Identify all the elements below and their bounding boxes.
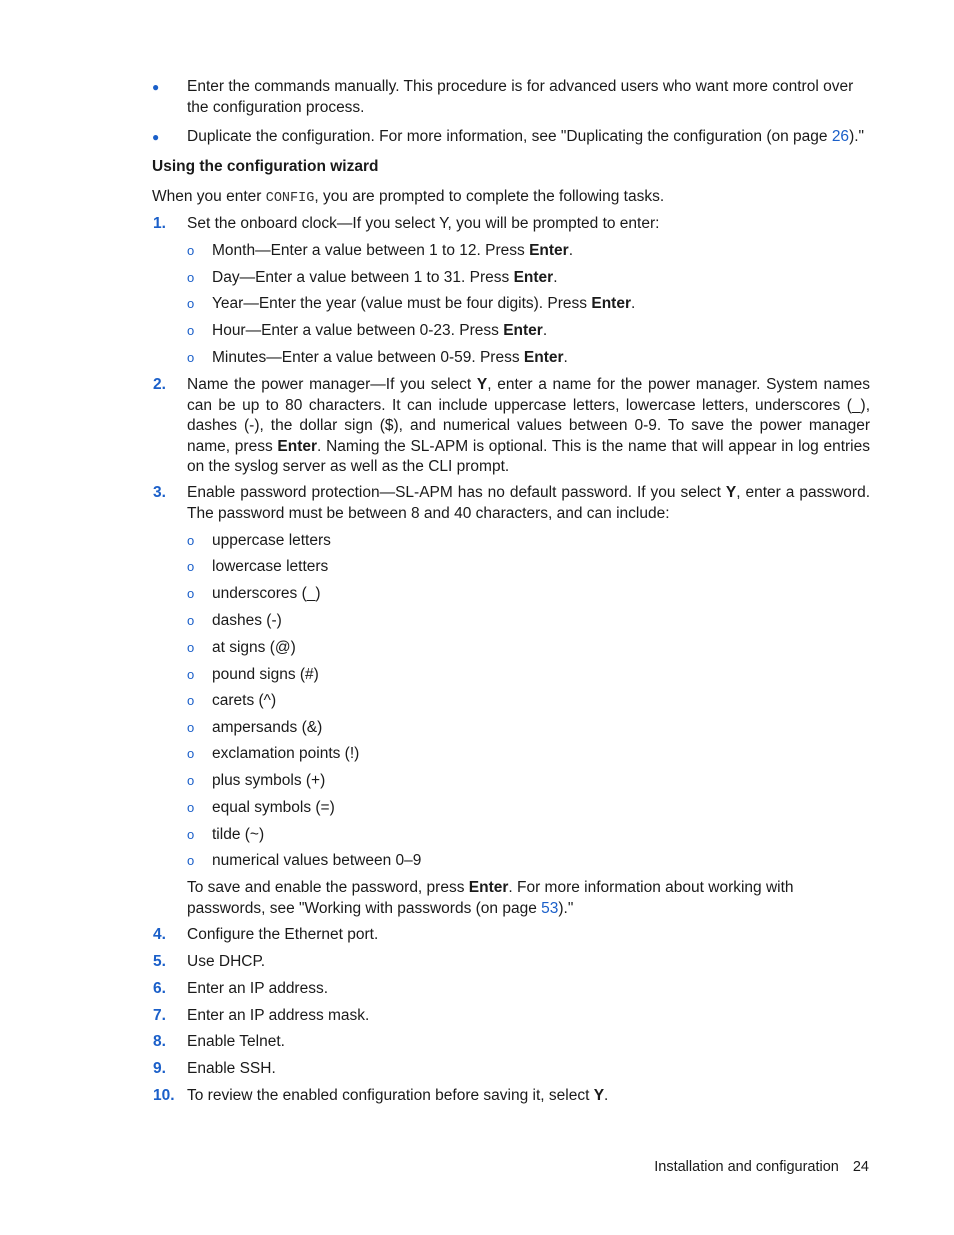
sub-marker: o [187, 720, 195, 735]
password-note: To save and enable the password, press Enter. For more information about working with passwords, see "Working with passwords (on page 53)." [187, 879, 794, 917]
step-8-text: Enable Telnet. [187, 1033, 285, 1050]
clock-item: Month—Enter a value between 1 to 12. Press Enter. [212, 242, 574, 259]
bullet-marker: ● [152, 80, 160, 94]
page-footer [654, 1157, 869, 1177]
page-link-26[interactable]: 26 [831, 128, 850, 145]
password-char-item: exclamation points (!) [212, 745, 360, 762]
section-heading: Using the configuration wizard [152, 158, 379, 175]
password-char-item: numerical values between 0–9 [212, 852, 422, 869]
password-char-item: equal symbols (=) [212, 799, 335, 816]
clock-item: Year—Enter the year (value must be four digits). Press Enter. [212, 295, 636, 312]
step-number: 1. [153, 215, 166, 232]
sub-marker: o [187, 853, 195, 868]
password-char-item: plus symbols (+) [212, 772, 326, 789]
sub-marker: o [187, 800, 195, 815]
step-1-text: Set the onboard clock—If you select Y, you will be prompted to enter: [187, 215, 660, 232]
step-number: 2. [153, 376, 166, 393]
sub-marker: o [187, 323, 195, 338]
step-5-text: Use DHCP. [187, 953, 266, 970]
code-config: CONFIG [265, 191, 315, 206]
bullet-marker: ● [152, 130, 160, 144]
sub-marker: o [187, 586, 195, 601]
footer-section: Installation and configuration [654, 1159, 839, 1175]
sub-marker: o [187, 746, 195, 761]
intro-paragraph: When you enter CONFIG, you are prompted to complete the following tasks. [152, 188, 665, 206]
bullet-duplicate: Duplicate the configuration. For more information, see "Duplicating the configuration (on page 26)." [187, 128, 865, 145]
sub-marker: o [187, 640, 195, 655]
password-char-item: pound signs (#) [212, 666, 319, 683]
step-4-text: Configure the Ethernet port. [187, 926, 379, 943]
step-10-text: To review the enabled configuration before saving it, select Y. [187, 1087, 609, 1104]
step-2-text: Name the power manager—If you select Y, enter a name for the power manager. System names can be up to 80 characters. It can include uppercase letters, lowercase letters, underscores (_), dashes (-), the dollar sign ($), and numerical values between 0-9. To save the power manager name, press Enter. Naming the SL-APM is optional. This is the name that will appear in log entries on the syslog server as well as the CLI prompt. [187, 376, 870, 475]
password-char-item: dashes (-) [212, 612, 282, 629]
password-char-item: carets (^) [212, 692, 277, 709]
password-char-item: ampersands (&) [212, 719, 323, 736]
page-link-53[interactable]: 53 [541, 899, 559, 917]
sub-marker: o [187, 533, 195, 548]
sub-marker: o [187, 350, 195, 365]
step-7-text: Enter an IP address mask. [187, 1007, 370, 1024]
sub-marker: o [187, 613, 195, 628]
step-number: 5. [153, 953, 166, 970]
password-char-item: at signs (@) [212, 639, 296, 656]
clock-item: Minutes—Enter a value between 0-59. Press Enter. [212, 349, 568, 366]
clock-item: Day—Enter a value between 1 to 31. Press Enter. [212, 269, 558, 286]
step-number: 3. [153, 484, 166, 501]
step-number: 8. [153, 1033, 166, 1050]
sub-marker: o [187, 296, 195, 311]
sub-marker: o [187, 827, 195, 842]
sub-marker: o [187, 693, 195, 708]
password-char-item: lowercase letters [212, 558, 329, 575]
step-number: 9. [153, 1060, 166, 1077]
page-number: 24 [852, 1159, 869, 1175]
step-6-text: Enter an IP address. [187, 980, 329, 997]
sub-marker: o [187, 559, 195, 574]
password-char-item: tilde (~) [212, 826, 265, 843]
clock-item: Hour—Enter a value between 0-23. Press Enter. [212, 322, 548, 339]
step-number: 10. [153, 1087, 175, 1104]
sub-marker: o [187, 773, 195, 788]
step-3-text: Enable password protection—SL-APM has no default password. If you select Y, enter a password. The password must be between 8 and 40 characters, and can include: [187, 484, 871, 522]
sub-marker: o [187, 667, 195, 682]
bullet-manual: Enter the commands manually. This procedure is for advanced users who want more control over the configuration process. [187, 78, 854, 116]
password-char-item: uppercase letters [212, 532, 331, 549]
sub-marker: o [187, 270, 195, 285]
step-number: 4. [153, 926, 166, 943]
sub-marker: o [187, 243, 195, 258]
step-number: 7. [153, 1007, 166, 1024]
step-number: 6. [153, 980, 166, 997]
step-9-text: Enable SSH. [187, 1060, 276, 1077]
password-char-item: underscores (_) [212, 585, 321, 602]
